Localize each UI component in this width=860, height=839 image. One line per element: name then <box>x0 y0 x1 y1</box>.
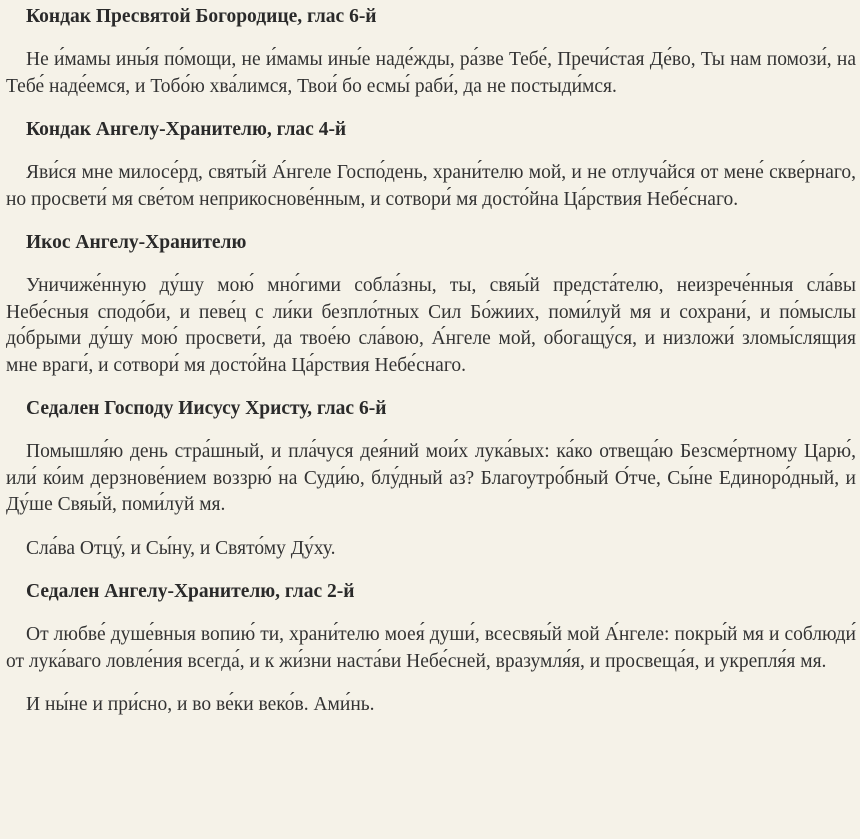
section-heading: Седален Господу Иисусу Христу, глас 6-й <box>26 398 387 419</box>
section-heading: Кондак Ангелу-Хранителю, глас 4-й <box>26 119 347 140</box>
prayer-paragraph: От любве́ душе́вныя вопию́ ти, храни́телю моея́ души́, всесвяы́й мой А́нгеле: покры́й мя и соблюди́ от лука́ваго ловле́ния всегда́, и к жи́зни наста́ви Небе́сней, вразумля́я, и просвеща́я, и укрепля́я мя. <box>6 624 856 672</box>
prayer-paragraph: Не и́мамы ины́я по́мощи, не и́мамы ины́е наде́жды, ра́зве Тебе́, Пречи́стая Де́во, Ты нам помози́, на Тебе́ наде́емся, и Тобо́ю хва́лимся, Твои́ бо есмы́ раби́, да не постыди́мся. <box>6 49 856 97</box>
prayer-paragraph: Яви́ся мне милосе́рд, святы́й А́нгеле Госпо́день, храни́телю мой, и не отлуча́йся от мене́ скве́рнаго, но просвети́ мя све́том неприкоснове́нным, и сотвори́ мя досто́йна Ца́рствия Небе́снаго. <box>6 162 856 210</box>
doxology-paragraph: И ны́не и при́сно, и во ве́ки веко́в. Ами́нь. <box>26 694 375 715</box>
prayer-paragraph: Помышля́ю день стра́шный, и пла́чуся дея́ний мои́х лука́вых: ка́ко отвеща́ю Безсме́ртному Царю́, или́ ко́им дерзнове́нием воззрю́ на Суди́ю, блу́дный аз? Благоутро́бный О́тче, Сы́не Единоро́дный, и Ду́ше Свяы́й, поми́луй мя. <box>6 441 856 515</box>
section-heading: Кондак Пресвятой Богородице, глас 6-й <box>26 6 377 27</box>
section-heading: Икос Ангелу-Хранителю <box>26 232 247 253</box>
prayer-paragraph: Уничиже́нную ду́шу мою́ мно́гими собла́зны, ты, свяы́й предста́телю, неизрече́нныя сла́вы Небе́сныя сподо́би, и певе́ц с ли́ки безпло́тных Сил Бо́жиих, поми́луй мя и сохрани́, и по́мыслы до́брыми ду́шу мою́ просвети́, да твое́ю сла́вою, А́нгеле мой, обогащу́ся, и низложи́ зломы́слящия мне враги́, и сотвори́ мя досто́йна Ца́рствия Небе́снаго. <box>6 275 856 376</box>
doxology-paragraph: Сла́ва Отцу́, и Сы́ну, и Свято́му Ду́ху. <box>26 537 336 559</box>
section-heading: Седален Ангелу-Хранителю, глас 2-й <box>26 581 355 602</box>
